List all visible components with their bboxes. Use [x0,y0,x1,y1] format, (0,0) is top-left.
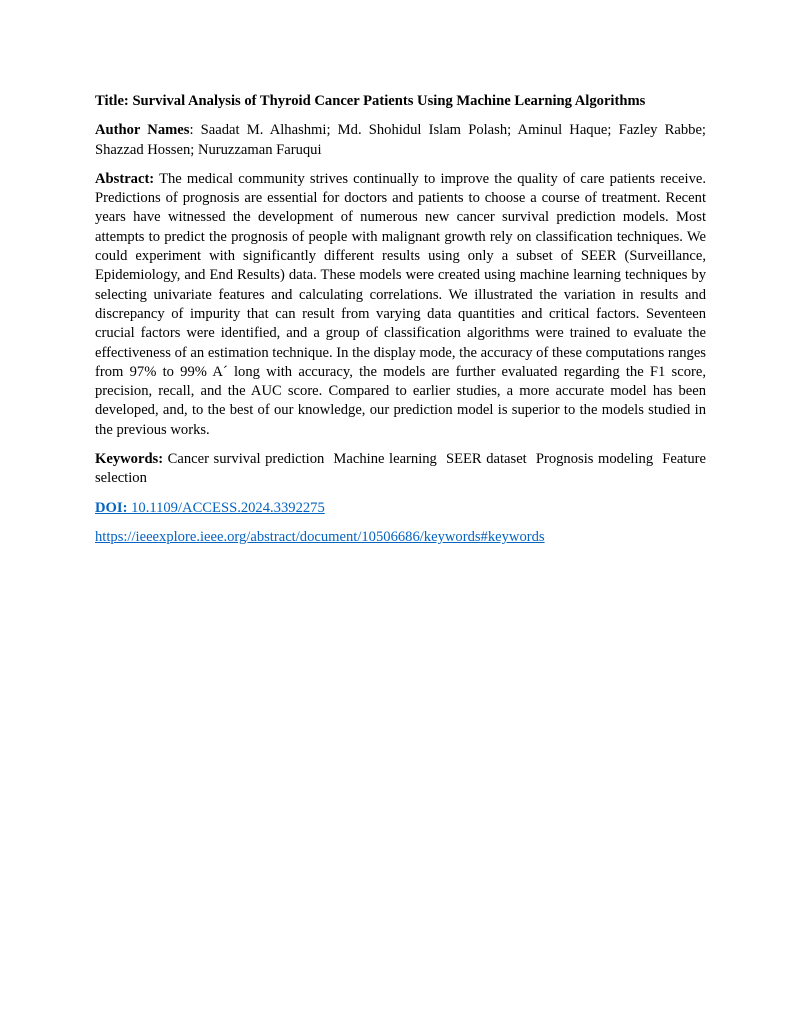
document-body [95,92,710,557]
abstract-label: Abstract: [95,170,155,187]
abstract-text: The medical community strives continually to improve the quality of care patients receive. Predictions of prognosis are essential for doctors and patients to choose a course of treatment. Recent years have witnessed the development of numerous new cancer survival prediction models. Most attempts to predict the prognosis of people with malignant growth rely on classification techniques. We could experiment with significantly different results using only a subset of SEER (Surveillance, Epidemiology, and End Results) data. These models were created using machine learning techniques by selecting univariate features and calculating correlations. We illustrated the variation in results and discrepancy of impurity that can result from varying data quantities and critical factors. Seventeen crucial factors were identified, and a group of classification algorithms were trained to evaluate the effectiveness of an estimation technique. In the display mode, the accuracy of these computations ranges from 97% to 99% A´ long with accuracy, the models are further evaluated regarding the F1 score, precision, recall, and the AUC score. Compared to earlier studies, a more accurate model has been developed, and, to the best of our knowledge, our prediction model is superior to the models studied in the previous works. [95,170,707,438]
title-label: Title: [95,93,129,109]
ieee-url-link[interactable]: https://ieeexplore.ieee.org/abstract/document/10506686/keywords#keywords [95,528,545,545]
authors-label: Author Names [95,122,190,139]
doi-line [95,499,706,518]
keywords-text: Cancer survival prediction Machine learning SEER dataset Prognosis modeling Feature selection [95,451,710,487]
paper-title [95,92,706,111]
url-line [95,528,706,547]
authors-text: : Saadat M. Alhashmi; Md. Shohidul Islam Polash; Aminul Haque; Fazley Rabbe; Shazzad Hossen; Nuruzzaman Faruqui [95,122,706,158]
keywords-paragraph [95,450,710,489]
doi-link[interactable] [95,500,325,516]
doi-value: 10.1109/ACCESS.2024.3392275 [131,499,325,516]
doi-label: DOI: [95,499,128,516]
authors-paragraph [95,121,706,160]
abstract-paragraph [95,170,706,440]
title-text: Survival Analysis of Thyroid Cancer Patients Using Machine Learning Algorithms [132,93,646,109]
keywords-label: Keywords: [95,451,164,468]
